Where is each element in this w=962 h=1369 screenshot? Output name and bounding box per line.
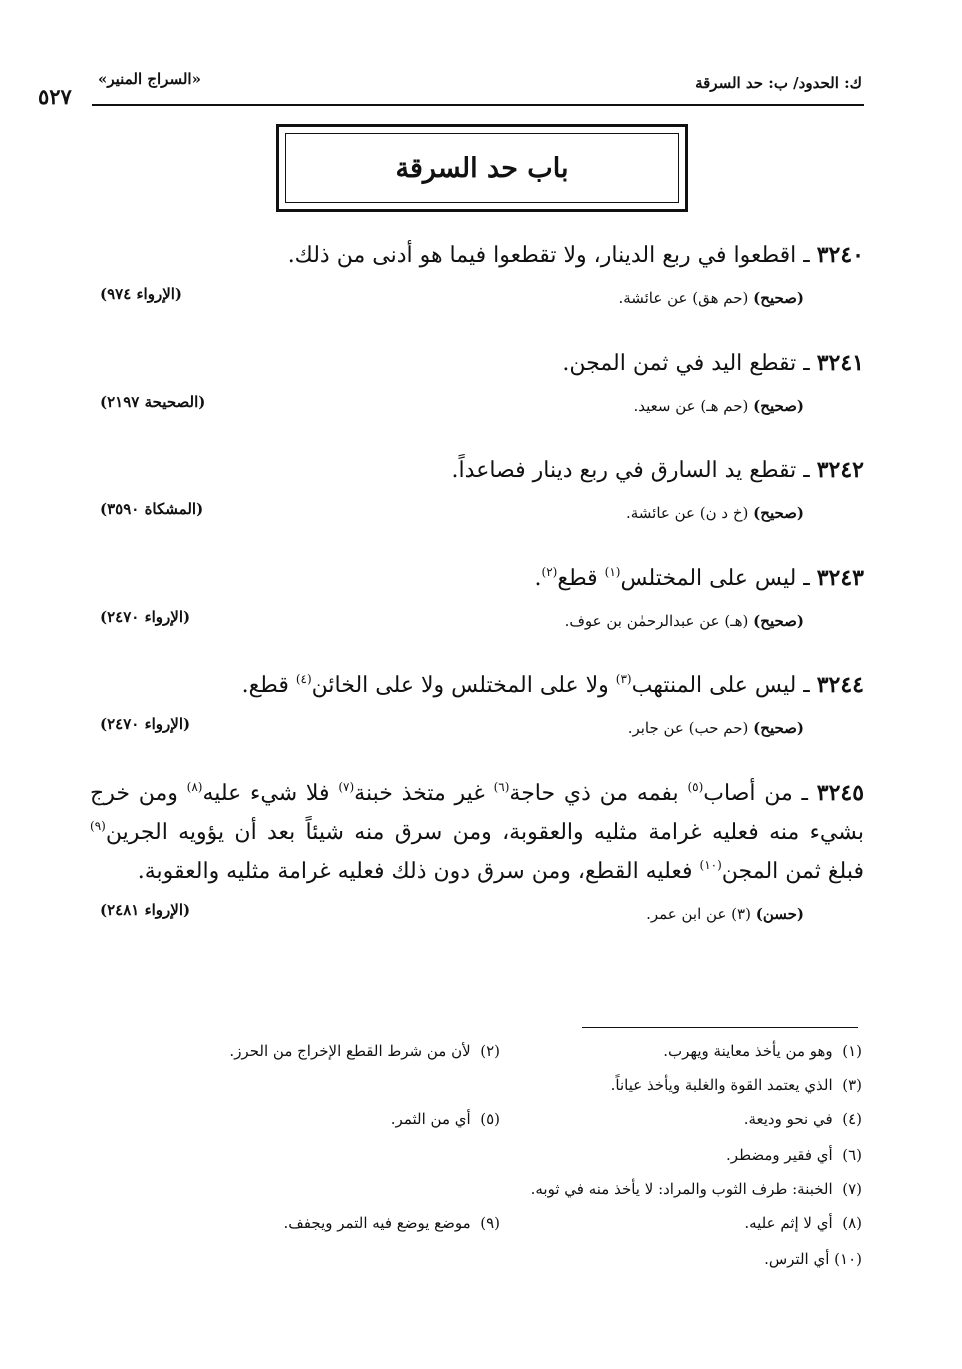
footnote-text: الخبنة: طرف الثوب والمراد: لا يأخذ منه في ثوبه. — [530, 1180, 833, 1198]
hadith-text: ٣٢٤١ ـ تقطع اليد في ثمن المجن. — [562, 350, 864, 376]
hadith-sources: (هـ) عن عبدالرحمٰن بن عوف. — [564, 612, 749, 630]
footnote-number: (٤) — [842, 1110, 862, 1128]
footnote-marker[interactable]: (١) — [604, 565, 621, 579]
footnote — [229, 1042, 500, 1060]
hadith-number: ٣٢٤٣ — [816, 565, 864, 591]
hadith-number: ٣٢٤٠ — [816, 242, 864, 268]
hadith-grading — [646, 905, 804, 923]
hadith-number: ٣٢٤٤ — [816, 672, 864, 698]
hadith-body: ولا على المختلس ولا على الخائن — [311, 673, 609, 698]
hadith-grading — [565, 612, 804, 630]
hadith-reference: (الإرواء ٢٤٨١) — [100, 901, 191, 919]
hadith-text: ٣٢٤٥ ـ من أصاب$^{(٥)}$ بفمه من ذي حاجة$^{(٦)}$ غير متخذ خبنة$^{(٧)}$ فلا شيء عليه$^{(٨)}$ ومن خرج بشيء منه فعليه غرامة مثليه والعقوبة، ومن سرق منه شيئاً بعد أن يؤويه الجرين$^{(٩)}$ فبلغ ثمن المجن$^{(١٠)}$ فعليه القطع، ومن سرق دون ذلك فعليه غرامة مثليه والعقوبة. — [90, 780, 865, 884]
hadith-entry — [90, 451, 864, 530]
footnote-text: موضع يوضع فيه التمر ويجفف. — [283, 1214, 471, 1232]
footnote — [391, 1110, 500, 1128]
hadith-reference: (الإرواء ٢٤٧٠) — [100, 608, 191, 626]
running-header-book-title: «السراج المنير» — [98, 70, 201, 88]
footnote-marker[interactable]: (٩) — [90, 819, 106, 833]
hadith-text: ٣٢٤٢ ـ تقطع يد السارق في ربع دينار فصاعداً. — [451, 457, 864, 483]
footnote — [726, 1146, 862, 1164]
hadith-grade: (صحيح) — [753, 612, 804, 630]
running-header-section: ك: الحدود/ ب: حد السرقة — [695, 74, 862, 92]
footnote-marker[interactable]: (٢) — [541, 565, 558, 579]
hadith-reference: (المشكاة ٣٥٩٠) — [100, 500, 204, 518]
hadith-entry — [90, 774, 864, 931]
hadith-number: ٣٢٤١ — [816, 350, 864, 376]
footnote — [531, 1180, 862, 1198]
hadith-text: ٣٢٤٠ ـ اقطعوا في ربع الدينار، ولا تقطعوا فيما هو أدنى من ذلك. — [287, 242, 864, 268]
hadith-body: تقطع اليد في ثمن المجن. — [562, 351, 797, 376]
hadith-grading — [633, 397, 804, 415]
hadith-grade: (صحيح) — [753, 397, 804, 415]
footnote-marker[interactable]: (٥) — [687, 780, 704, 794]
footnote-number: (٦) — [842, 1146, 862, 1164]
footnote-number: (١) — [842, 1042, 862, 1060]
hadith-body: فبلغ ثمن المجن — [721, 859, 864, 884]
footnote — [284, 1214, 500, 1232]
hadith-body: فلا شيء عليه — [202, 781, 330, 806]
hadith-grading — [628, 719, 804, 737]
footnote-text: أي لا إثم عليه. — [744, 1214, 833, 1232]
hadith-body: من أصاب — [703, 781, 793, 806]
header-divider — [92, 104, 864, 106]
hadith-grade: (صحيح) — [753, 719, 804, 737]
hadith-body: . — [534, 566, 542, 591]
chapter-title-frame — [276, 124, 688, 212]
footnote — [611, 1076, 862, 1094]
hadith-reference: (الإرواء ٩٧٤) — [100, 285, 183, 303]
footnote-marker[interactable]: (٤) — [295, 672, 312, 686]
hadith-text: ٣٢٤٤ ـ ليس على المنتهب$^{(٣)}$ ولا على المختلس ولا على الخائن$^{(٤)}$ قطع. — [241, 672, 864, 698]
footnote-text: الذي يعتمد القوة والغلبة ويأخذ عياناً. — [610, 1076, 833, 1094]
footnote-number: (٧) — [842, 1180, 862, 1198]
hadith-sources: (خ د ن) عن عائشة. — [625, 504, 749, 522]
hadith-grading-line — [90, 285, 864, 315]
hadith-grading-line — [90, 608, 864, 638]
hadith-entry — [90, 666, 864, 745]
footnote — [764, 1250, 862, 1268]
hadith-body: قطع — [557, 566, 598, 591]
hadith-grading — [618, 289, 804, 307]
chapter-title-inner-frame — [285, 133, 679, 203]
hadith-entry — [90, 559, 864, 638]
footnote-marker[interactable]: (٣) — [615, 672, 632, 686]
hadith-entry — [90, 236, 864, 315]
hadith-reference: (الصحيحة ٢١٩٧) — [100, 393, 206, 411]
hadith-body: فعليه القطع، ومن سرق دون ذلك فعليه غرامة مثليه والعقوبة. — [137, 859, 693, 884]
footnote — [744, 1110, 862, 1128]
hadith-entry — [90, 344, 864, 423]
hadith-sources: (٣) عن ابن عمر. — [646, 905, 751, 923]
hadith-grading-line — [90, 901, 864, 931]
hadith-grading-line — [90, 500, 864, 530]
footnote-separator — [582, 1027, 858, 1028]
footnote — [744, 1214, 862, 1232]
footnote-text: وهو من يأخذ معاينة ويهرب. — [663, 1042, 833, 1060]
hadith-body: ومن خرج بشيء منه فعليه غرامة مثليه والعقوبة، ومن سرق منه شيئاً بعد أن يؤويه الجرين — [90, 781, 864, 845]
hadith-number: ٣٢٤٥ — [816, 780, 865, 806]
footnote-marker[interactable]: (٨) — [186, 780, 203, 794]
hadith-number: ٣٢٤٢ — [816, 457, 864, 483]
hadith-sources: (حم هـ) عن سعيد. — [633, 397, 749, 415]
hadith-grade: (صحيح) — [753, 289, 804, 307]
footnote-marker[interactable]: (٦) — [493, 780, 510, 794]
hadith-body: قطع. — [241, 673, 289, 698]
footnote-text: أي من الثمر. — [390, 1110, 471, 1128]
footnote-number: (٥) — [480, 1110, 500, 1128]
hadith-sources: (حم حب) عن جابر. — [627, 719, 749, 737]
footnote-text: لأن من شرط القطع الإخراج من الحرز. — [229, 1042, 471, 1060]
chapter-title: باب حد السرقة — [395, 152, 569, 184]
footnote — [663, 1042, 862, 1060]
footnote-marker[interactable]: (١٠) — [699, 858, 722, 872]
hadith-body: بفمه من ذي حاجة — [509, 781, 679, 806]
footnote-marker[interactable]: (٧) — [338, 780, 355, 794]
hadith-grading — [626, 504, 804, 522]
footnote-number: (٢) — [480, 1042, 500, 1060]
footnote-text: أي فقير ومضطر. — [726, 1146, 833, 1164]
footnote-number: (٣) — [842, 1076, 862, 1094]
hadith-body: تقطع يد السارق في ربع دينار فصاعداً. — [451, 458, 797, 483]
hadith-body: ليس على المنتهب — [631, 673, 797, 698]
hadith-grading-line — [90, 715, 864, 745]
footnote-number: (٩) — [480, 1214, 500, 1232]
hadith-sources: (حم هق) عن عائشة. — [618, 289, 749, 307]
hadith-grade: (صحيح) — [753, 504, 804, 522]
hadith-body: ليس على المختلس — [620, 566, 797, 591]
hadith-grade: (حسن) — [755, 905, 804, 923]
page-number: ٥٢٧ — [38, 84, 72, 109]
hadith-grading-line — [90, 393, 864, 423]
footnote-text: في نحو وديعة. — [743, 1110, 833, 1128]
hadith-body: غير متخذ خبنة — [354, 781, 485, 806]
footnote-number: (١٠) — [834, 1250, 862, 1268]
hadith-body: اقطعوا في ربع الدينار، ولا تقطعوا فيما هو أدنى من ذلك. — [287, 243, 797, 268]
footnote-number: (٨) — [842, 1214, 862, 1232]
hadith-text: ٣٢٤٣ ـ ليس على المختلس$^{(١)}$ قطع$^{(٢)}$. — [534, 565, 864, 591]
hadith-reference: (الإرواء ٢٤٧٠) — [100, 715, 191, 733]
footnote-text: أي الترس. — [764, 1250, 830, 1268]
